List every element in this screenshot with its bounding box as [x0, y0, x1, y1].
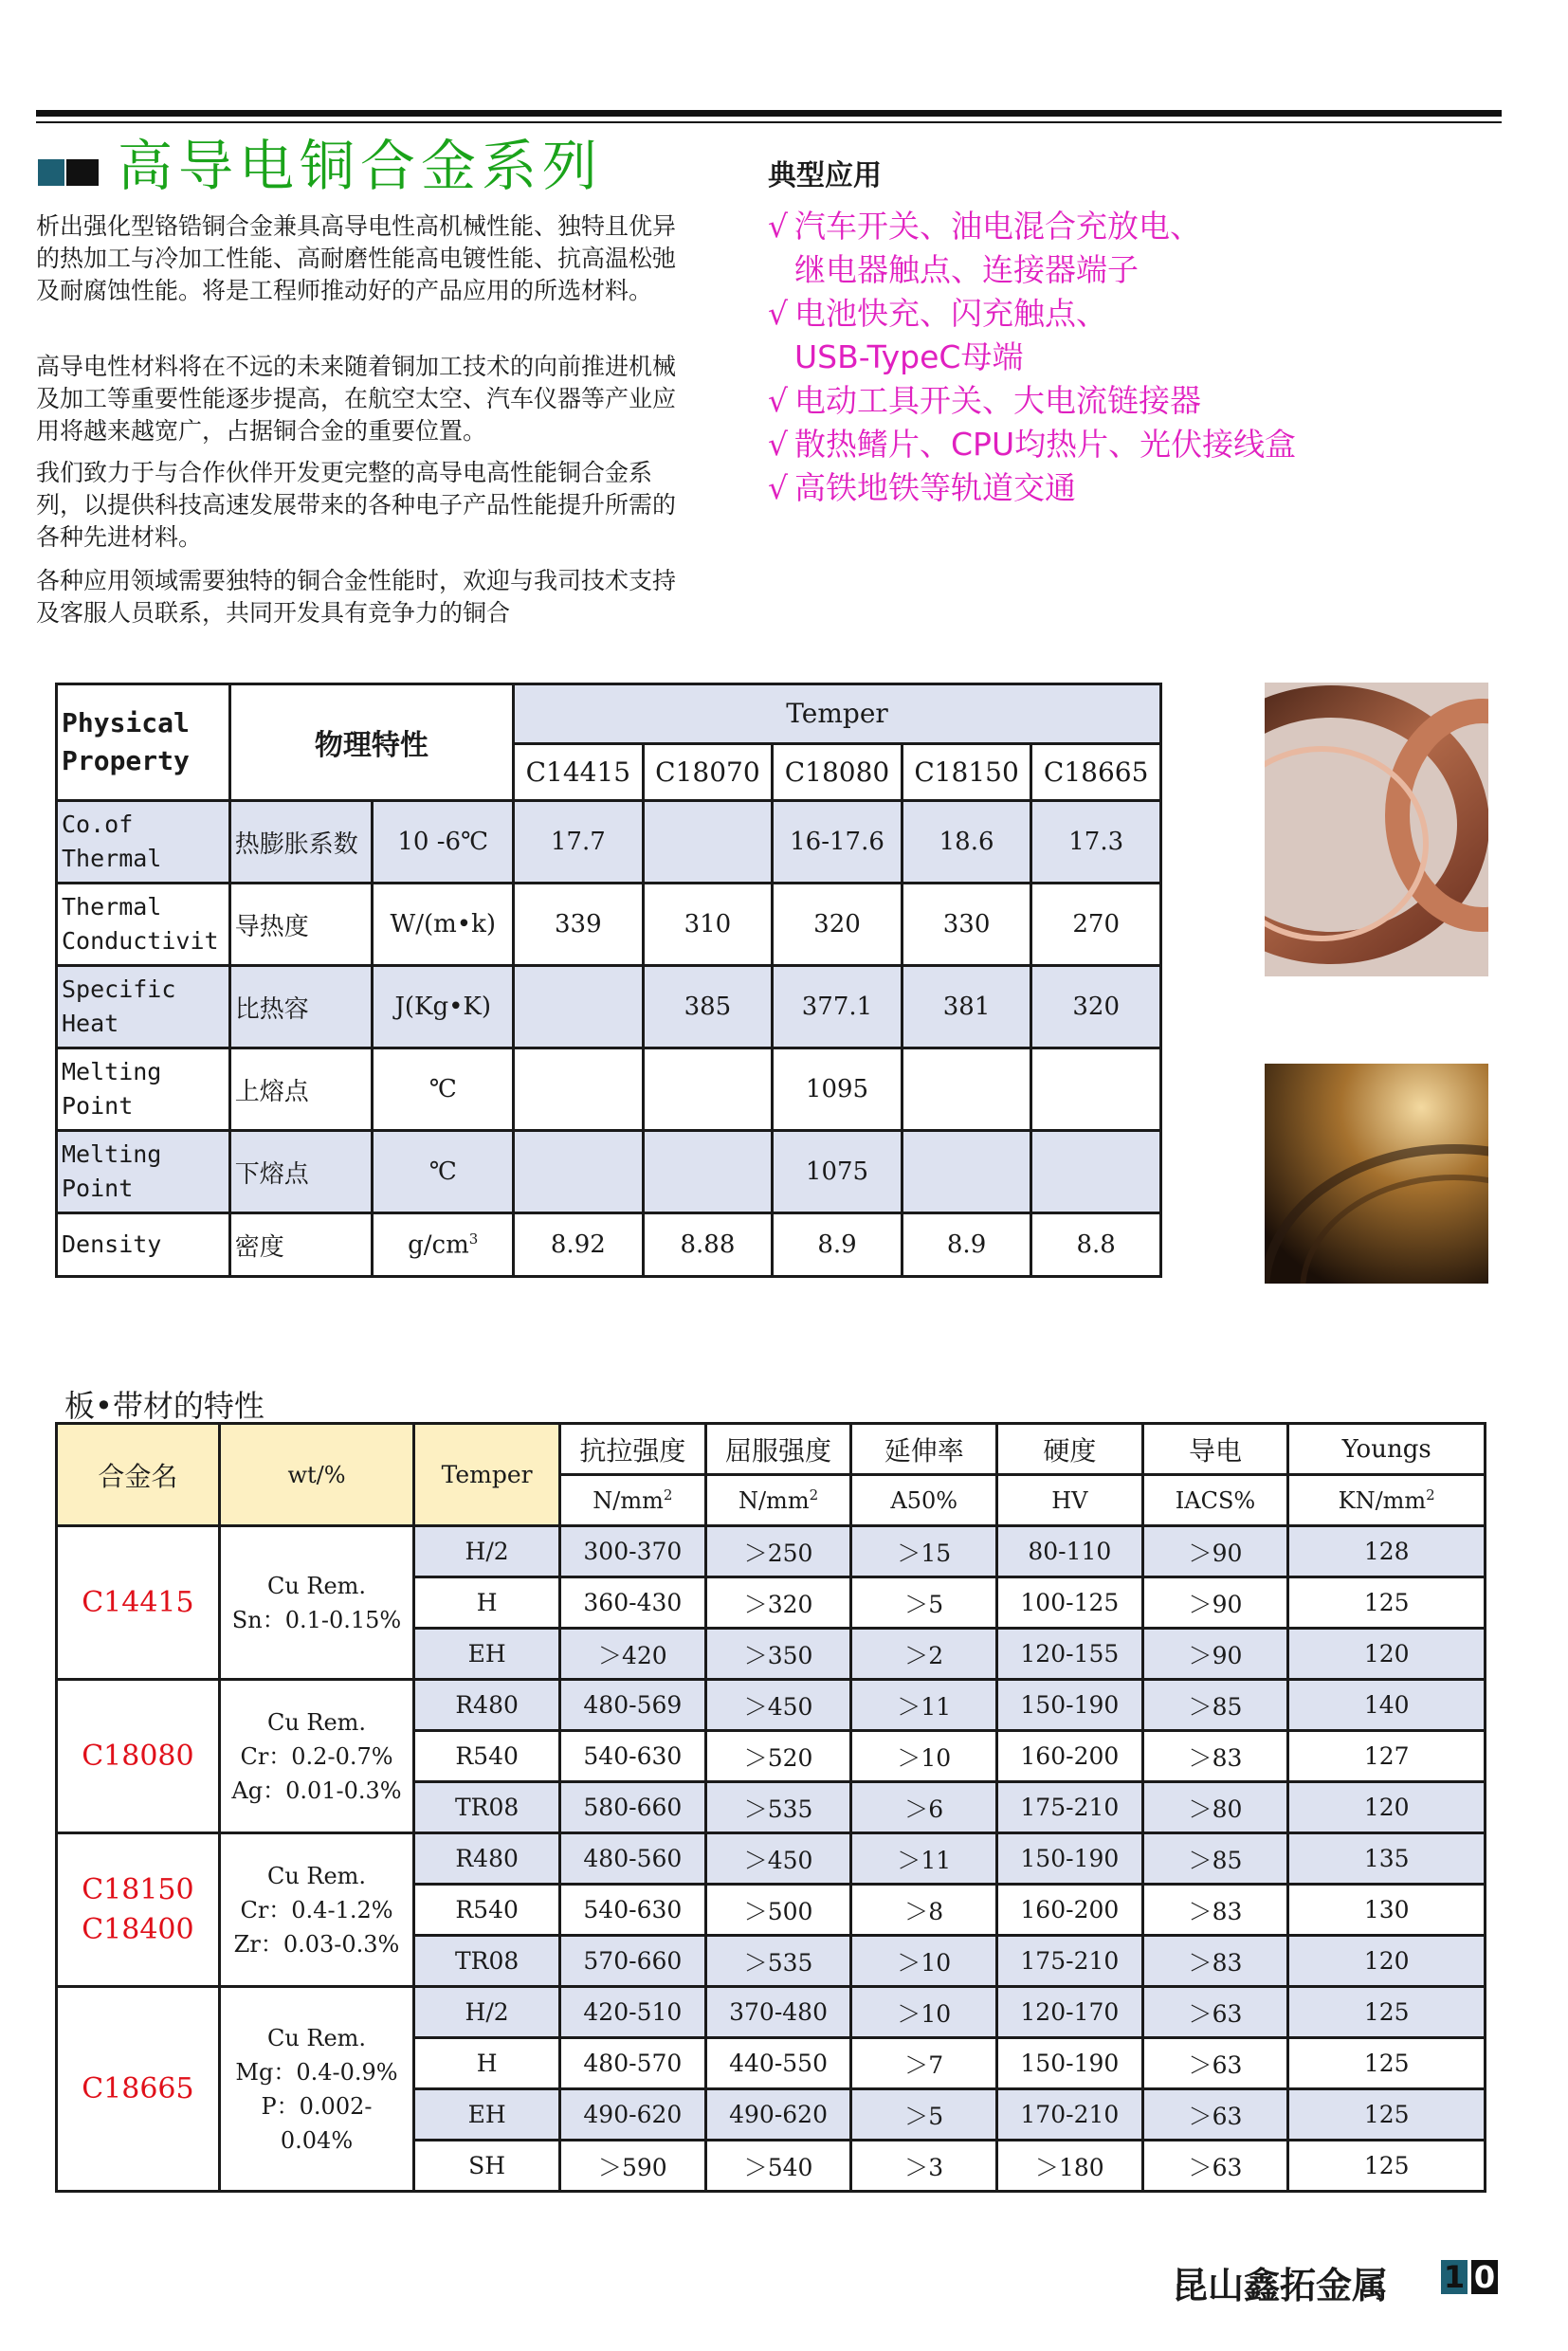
temper-cell: TR08	[414, 1782, 560, 1833]
temper-cell: R540	[414, 1731, 560, 1782]
property-value: 320	[773, 884, 903, 966]
property-row	[57, 884, 1161, 966]
property-name-cn: 热膨胀系数	[229, 801, 373, 884]
value-cell: ＞90	[1142, 1577, 1288, 1629]
grade-header: C14415	[514, 743, 644, 800]
value-cell: ＞535	[705, 1782, 851, 1833]
header-temper: Temper	[414, 1424, 560, 1526]
property-value: 310	[643, 884, 773, 966]
page-number-digit-1: 1	[1441, 2260, 1468, 2294]
value-cell: 175-210	[997, 1782, 1143, 1833]
header-rule-thin	[36, 121, 1502, 123]
header-physical-property-cn: 物理特性	[229, 684, 513, 801]
copper-roll-photo	[1265, 1064, 1488, 1284]
value-cell: 540-630	[560, 1731, 706, 1782]
value-cell: 80-110	[997, 1526, 1143, 1577]
value-cell: 150-190	[997, 2038, 1143, 2089]
value-cell: ＞8	[851, 1885, 997, 1936]
property-name-en: Melting Point	[57, 1048, 230, 1131]
value-cell: 128	[1288, 1526, 1486, 1577]
intro-paragraph-4: 各种应用领域需要独特的铜合金性能时，欢迎与我司技术支持及客服人员联系，共同开发具有竞争力的铜合	[36, 567, 677, 627]
value-cell: ＞450	[705, 1833, 851, 1885]
property-row	[57, 966, 1161, 1048]
property-value	[902, 1131, 1031, 1213]
property-value: 8.9	[773, 1213, 903, 1277]
company-name: 昆山鑫拓金属	[1172, 2265, 1389, 2306]
property-value	[643, 801, 773, 884]
value-cell: 490-620	[560, 2089, 706, 2141]
value-cell: 440-550	[705, 2038, 851, 2089]
property-value: 8.9	[902, 1213, 1031, 1277]
value-cell: 480-570	[560, 2038, 706, 2089]
property-value: 16-17.6	[773, 801, 903, 884]
temper-cell: H/2	[414, 1987, 560, 2038]
unit-header: $N/mm^2$	[560, 1475, 706, 1526]
value-cell: ＞450	[705, 1680, 851, 1731]
value-cell: 160-200	[997, 1885, 1143, 1936]
property-value: 18.6	[902, 801, 1031, 884]
property-value	[514, 966, 644, 1048]
value-cell: ＞90	[1142, 1629, 1288, 1680]
value-cell: ＞63	[1142, 2141, 1288, 2192]
property-value	[902, 1048, 1031, 1131]
value-cell: ＞83	[1142, 1731, 1288, 1782]
alloy-name: C18150 C18400	[57, 1833, 220, 1987]
temper-cell: SH	[414, 2141, 560, 2192]
value-cell: ＞520	[705, 1731, 851, 1782]
grade-header: C18070	[643, 743, 773, 800]
header-tensile: 抗拉强度	[560, 1424, 706, 1475]
value-cell: ＞250	[705, 1526, 851, 1577]
table-row	[57, 1680, 1486, 1731]
temper-cell: TR08	[414, 1936, 560, 1987]
temper-cell: EH	[414, 1629, 560, 1680]
value-cell: 420-510	[560, 1987, 706, 2038]
header-physical-property: Physical Property	[57, 684, 230, 801]
value-cell: 135	[1288, 1833, 1486, 1885]
value-cell: ＞63	[1142, 2089, 1288, 2141]
value-cell: ＞590	[560, 2141, 706, 2192]
property-unit: ℃	[373, 1048, 514, 1131]
value-cell: 570-660	[560, 1936, 706, 1987]
application-item: √ 高铁地铁等轨道交通	[768, 466, 1076, 510]
property-value: 1075	[773, 1131, 903, 1213]
page-number-digit-2: 0	[1471, 2260, 1498, 2294]
temper-cell: H/2	[414, 1526, 560, 1577]
value-cell: ＞7	[851, 2038, 997, 2089]
value-cell: 370-480	[705, 1987, 851, 2038]
value-cell: ＞11	[851, 1680, 997, 1731]
application-item: √ 电池快充、闪充触点、	[768, 292, 1107, 336]
header-yield: 屈服强度	[705, 1424, 851, 1475]
value-cell: ＞83	[1142, 1936, 1288, 1987]
value-cell: 120-155	[997, 1629, 1143, 1680]
value-cell: 127	[1288, 1731, 1486, 1782]
check-icon: √	[768, 469, 789, 506]
application-item: √ 汽车开关、油电混合充放电、	[768, 205, 1201, 248]
alloy-name: C18080	[57, 1680, 220, 1833]
value-cell: ＞320	[705, 1577, 851, 1629]
property-name-en: Thermal Conductivit	[57, 884, 230, 966]
value-cell: ＞10	[851, 1731, 997, 1782]
property-value: 320	[1031, 966, 1161, 1048]
property-name-en: Melting Point	[57, 1131, 230, 1213]
value-cell: 125	[1288, 1577, 1486, 1629]
value-cell: ＞6	[851, 1782, 997, 1833]
property-value: 1095	[773, 1048, 903, 1131]
property-value: 381	[902, 966, 1031, 1048]
property-value	[514, 1048, 644, 1131]
composition: Cu Rem. Cr：0.2-0.7% Ag：0.01-0.3%	[219, 1680, 413, 1833]
property-unit: 10 -6℃	[373, 801, 514, 884]
unit-header: IACS%	[1142, 1475, 1288, 1526]
property-value: 17.7	[514, 801, 644, 884]
table-row	[57, 1987, 1486, 2038]
property-name-en: Specific Heat	[57, 966, 230, 1048]
value-cell: ＞90	[1142, 1526, 1288, 1577]
copper-coil-photo	[1265, 683, 1488, 976]
unit-header: HV	[997, 1475, 1143, 1526]
intro-paragraph-3: 我们致力于与合作伙伴开发更完整的高导电高性能铜合金系列，以提供科技高速发展带来的各种电子产品性能提升所需的各种先进材料。	[36, 459, 677, 551]
temper-cell: H	[414, 1577, 560, 1629]
temper-cell: R540	[414, 1885, 560, 1936]
property-unit: W/(m•k)	[373, 884, 514, 966]
value-cell: 120	[1288, 1629, 1486, 1680]
strip-property-table	[55, 1422, 1486, 2193]
value-cell: 490-620	[705, 2089, 851, 2141]
check-icon: √	[768, 426, 789, 463]
property-value: 17.3	[1031, 801, 1161, 884]
value-cell: ＞5	[851, 2089, 997, 2141]
header-temper: Temper	[514, 684, 1161, 744]
value-cell: 125	[1288, 2089, 1486, 2141]
value-cell: ＞350	[705, 1629, 851, 1680]
application-item: 继电器触点、连接器端子	[794, 251, 1139, 288]
property-value: 330	[902, 884, 1031, 966]
property-value	[1031, 1048, 1161, 1131]
title-marker-black	[66, 159, 99, 186]
value-cell: ＞15	[851, 1526, 997, 1577]
header-youngs: Youngs	[1288, 1424, 1486, 1475]
application-item: USB-TypeC母端	[794, 338, 1024, 375]
value-cell: 480-560	[560, 1833, 706, 1885]
value-cell: 125	[1288, 2141, 1486, 2192]
property-name-cn: 密度	[229, 1213, 373, 1277]
property-value	[643, 1131, 773, 1213]
property-value: 385	[643, 966, 773, 1048]
applications-title: 典型应用	[768, 159, 882, 192]
header-hardness: 硬度	[997, 1424, 1143, 1475]
title-marker-teal	[38, 159, 64, 186]
value-cell: ＞2	[851, 1629, 997, 1680]
value-cell: ＞3	[851, 2141, 997, 2192]
value-cell: ＞85	[1142, 1680, 1288, 1731]
property-value	[1031, 1131, 1161, 1213]
property-row	[57, 1131, 1161, 1213]
value-cell: 360-430	[560, 1577, 706, 1629]
value-cell: 150-190	[997, 1680, 1143, 1731]
property-name-cn: 导热度	[229, 884, 373, 966]
value-cell: 120-170	[997, 1987, 1143, 2038]
strip-section-title: 板•带材的特性	[64, 1388, 264, 1424]
composition: Cu Rem. Mg：0.4-0.9% P：0.002- 0.04%	[219, 1987, 413, 2192]
header-conductivity: 导电	[1142, 1424, 1288, 1475]
temper-cell: R480	[414, 1680, 560, 1731]
property-value: 8.92	[514, 1213, 644, 1277]
grade-header: C18150	[902, 743, 1031, 800]
value-cell: ＞83	[1142, 1885, 1288, 1936]
property-value: 377.1	[773, 966, 903, 1048]
property-name-en: Density	[57, 1213, 230, 1277]
value-cell: 100-125	[997, 1577, 1143, 1629]
value-cell: 540-630	[560, 1885, 706, 1936]
temper-cell: H	[414, 2038, 560, 2089]
value-cell: ＞85	[1142, 1833, 1288, 1885]
temper-cell: EH	[414, 2089, 560, 2141]
check-icon: √	[768, 295, 789, 332]
check-icon: √	[768, 382, 789, 419]
header-alloy: 合金名	[57, 1424, 220, 1526]
property-name-en: Co.of Thermal	[57, 801, 230, 884]
unit-header: A50%	[851, 1475, 997, 1526]
intro-paragraph-2: 高导电性材料将在不远的未来随着铜加工技术的向前推进机械及加工等重要性能逐步提高，在航空太空、汽车仪器等产业应用将越来越宽广，占据铜合金的重要位置。	[36, 353, 677, 445]
property-row	[57, 801, 1161, 884]
page-title: 高导电铜合金系列	[118, 134, 604, 198]
header-elongation: 延伸率	[851, 1424, 997, 1475]
value-cell: ＞420	[560, 1629, 706, 1680]
property-row	[57, 1048, 1161, 1131]
value-cell: ＞11	[851, 1833, 997, 1885]
value-cell: ＞63	[1142, 1987, 1288, 2038]
property-value	[514, 1131, 644, 1213]
value-cell: 120	[1288, 1782, 1486, 1833]
value-cell: ＞5	[851, 1577, 997, 1629]
application-item: √ 电动工具开关、大电流链接器	[768, 379, 1201, 423]
property-value: 270	[1031, 884, 1161, 966]
value-cell: ＞500	[705, 1885, 851, 1936]
value-cell: ＞180	[997, 2141, 1143, 2192]
property-unit: ℃	[373, 1131, 514, 1213]
property-value: 8.88	[643, 1213, 773, 1277]
value-cell: ＞10	[851, 1987, 997, 2038]
value-cell: 170-210	[997, 2089, 1143, 2141]
property-value	[643, 1048, 773, 1131]
value-cell: ＞80	[1142, 1782, 1288, 1833]
alloy-name: C18665	[57, 1987, 220, 2192]
value-cell: 130	[1288, 1885, 1486, 1936]
value-cell: 150-190	[997, 1833, 1143, 1885]
physical-property-table	[55, 683, 1162, 1278]
value-cell: 125	[1288, 2038, 1486, 2089]
intro-paragraph-1: 析出强化型铬锆铜合金兼具高导电性高机械性能、独特且优异的热加工与冷加工性能、高耐磨性能高电镀性能、抗高温松弛及耐腐蚀性能。将是工程师推动好的产品应用的所选材料。	[36, 212, 677, 304]
application-item: √ 散热鳍片、CPU均热片、光伏接线盒	[768, 423, 1296, 466]
grade-header: C18665	[1031, 743, 1161, 800]
property-name-cn: 上熔点	[229, 1048, 373, 1131]
value-cell: 125	[1288, 1987, 1486, 2038]
value-cell: 580-660	[560, 1782, 706, 1833]
header-wt: wt/%	[219, 1424, 413, 1526]
unit-header: $KN/mm^2$	[1288, 1475, 1486, 1526]
value-cell: 160-200	[997, 1731, 1143, 1782]
header-rule-thick	[36, 110, 1502, 117]
property-name-cn: 比热容	[229, 966, 373, 1048]
value-cell: 300-370	[560, 1526, 706, 1577]
check-icon: √	[768, 208, 789, 245]
composition: Cu Rem. Cr：0.4-1.2% Zr：0.03-0.3%	[219, 1833, 413, 1987]
grade-header: C18080	[773, 743, 903, 800]
value-cell: 480-569	[560, 1680, 706, 1731]
value-cell: ＞540	[705, 2141, 851, 2192]
composition: Cu Rem. Sn：0.1-0.15%	[219, 1526, 413, 1680]
value-cell: 140	[1288, 1680, 1486, 1731]
property-unit: J(Kg•K)	[373, 966, 514, 1048]
value-cell: ＞10	[851, 1936, 997, 1987]
property-row	[57, 1213, 1161, 1277]
value-cell: 175-210	[997, 1936, 1143, 1987]
property-unit: $g/cm^3$	[373, 1213, 514, 1277]
table-row	[57, 1833, 1486, 1885]
value-cell: ＞63	[1142, 2038, 1288, 2089]
property-value: 8.8	[1031, 1213, 1161, 1277]
alloy-name: C14415	[57, 1526, 220, 1680]
unit-header: $N/mm^2$	[705, 1475, 851, 1526]
property-name-cn: 下熔点	[229, 1131, 373, 1213]
value-cell: ＞535	[705, 1936, 851, 1987]
table-row	[57, 1526, 1486, 1577]
value-cell: 120	[1288, 1936, 1486, 1987]
property-value: 339	[514, 884, 644, 966]
temper-cell: R480	[414, 1833, 560, 1885]
